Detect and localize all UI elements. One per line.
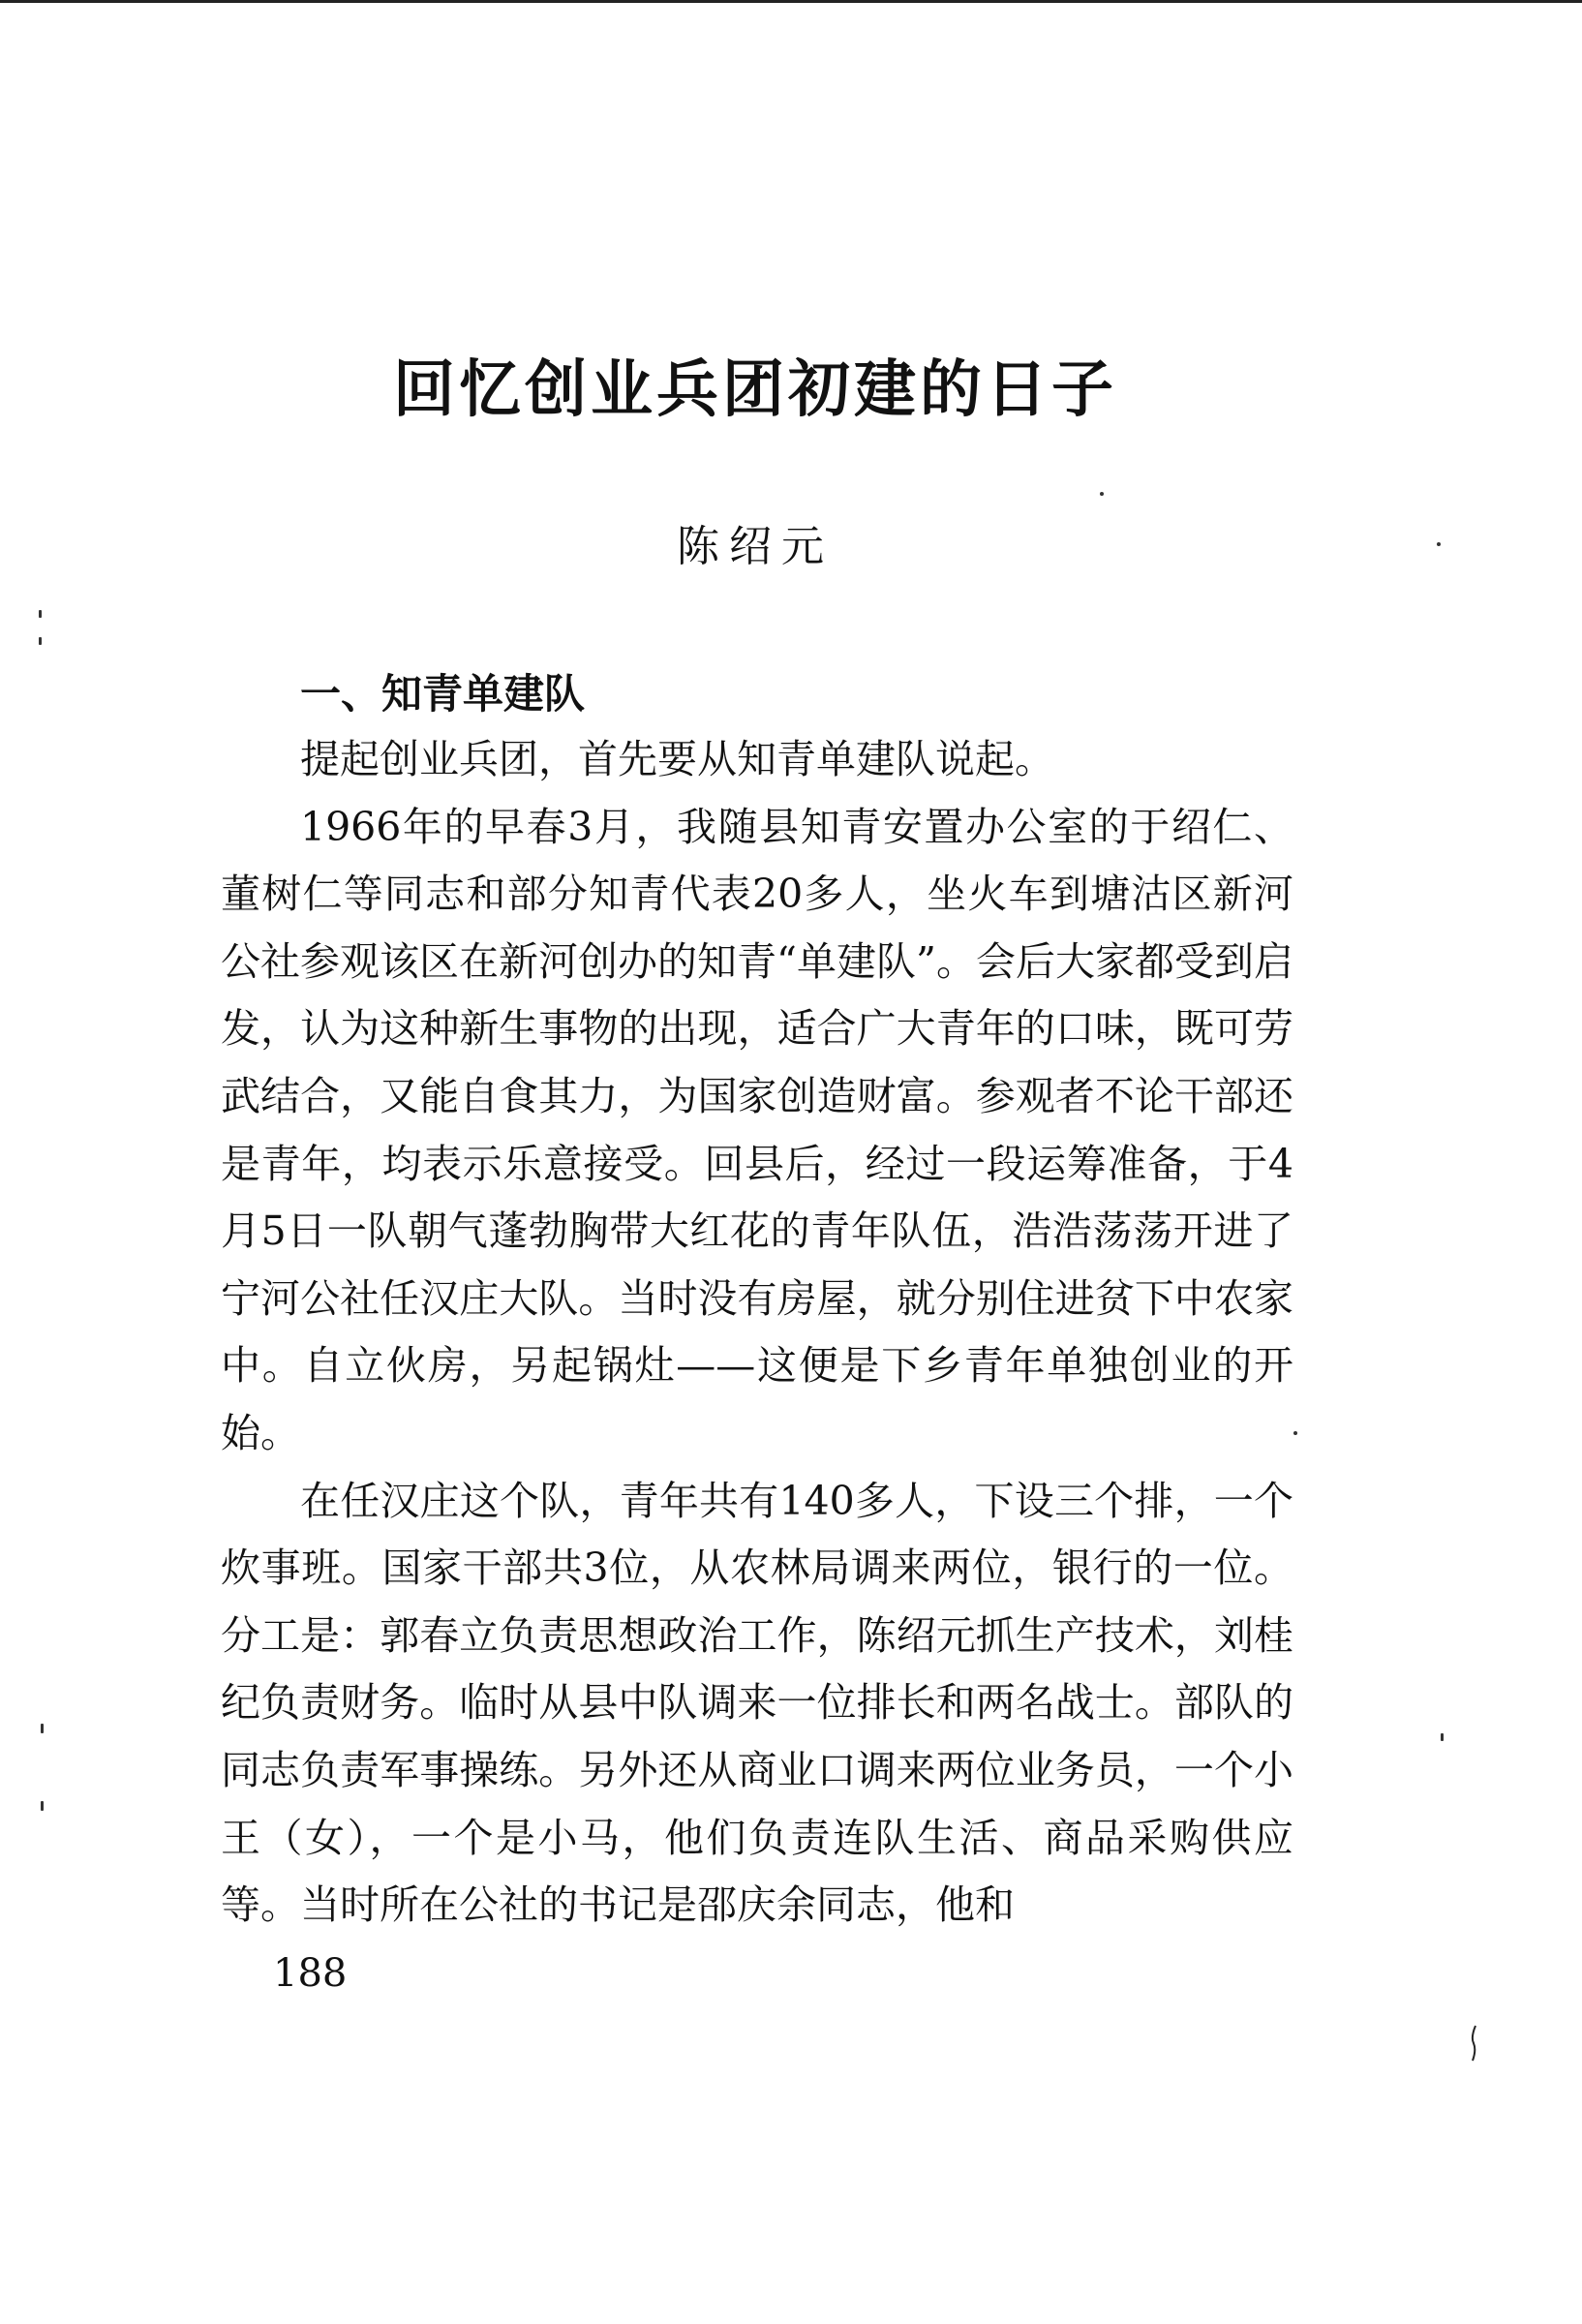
paragraph-1: 提起创业兵团，首先要从知青单建队说起。 — [300, 736, 1054, 782]
author-name: 陈绍元 — [677, 522, 834, 571]
article-title: 回忆创业兵团初建的日子 — [393, 353, 1117, 426]
scan-speck — [1441, 1733, 1444, 1741]
scan-speck — [41, 1724, 44, 1733]
scan-speck — [1100, 492, 1104, 496]
paragraph-2: 1966年的早春3月，我随县知青安置办公室的于绍仁、董树仁等同志和部分知青代表20多人，坐火车到塘沽区新河公社参观该区在新河创办的知青“单建队”。会后大家都受到启发，认为这种新生事物的出现，适合广大青年的口味，既可劳武结合，又能自食其力，为国家创造财富。参观者不论干部还是青年，均表示乐意接受。回县后，经过一段运筹准备，于4月5日一队朝气蓬勃胸带大红花的青年队伍，浩浩荡荡开进了宁河公社任汉庄大队。当时没有房屋，就分别住进贫下中农家中。自立伙房，另起锅灶——这便是下乡青年单独创业的开始。 — [221, 803, 1293, 1456]
paragraph-3: 在任汉庄这个队，青年共有140多人，下设三个排，一个炊事班。国家干部共3位，从农林局调来两位，银行的一位。分工是：郭春立负责思想政治工作，陈绍元抓生产技术，刘桂纪负责财务。临时从县中队调来一位排长和两名战士。部队的同志负责军事操练。另外还从商业口调来两位业务员，一个小王（女），一个是小马，他们负责连队生活、商品采购供应等。当时所在公社的书记是邵庆余同志，他和 — [221, 1477, 1293, 1929]
article-body — [221, 726, 1293, 1940]
scan-speck — [39, 637, 42, 645]
page-number: 188 — [273, 1951, 348, 1996]
top-border-rule — [0, 0, 1582, 3]
scan-speck — [1293, 1431, 1297, 1435]
scan-speck — [1437, 542, 1441, 546]
scan-speck — [39, 610, 42, 618]
section-heading: 一、知青单建队 — [300, 670, 586, 718]
scan-edge-mark — [1470, 2024, 1477, 2063]
scan-speck — [41, 1801, 44, 1811]
